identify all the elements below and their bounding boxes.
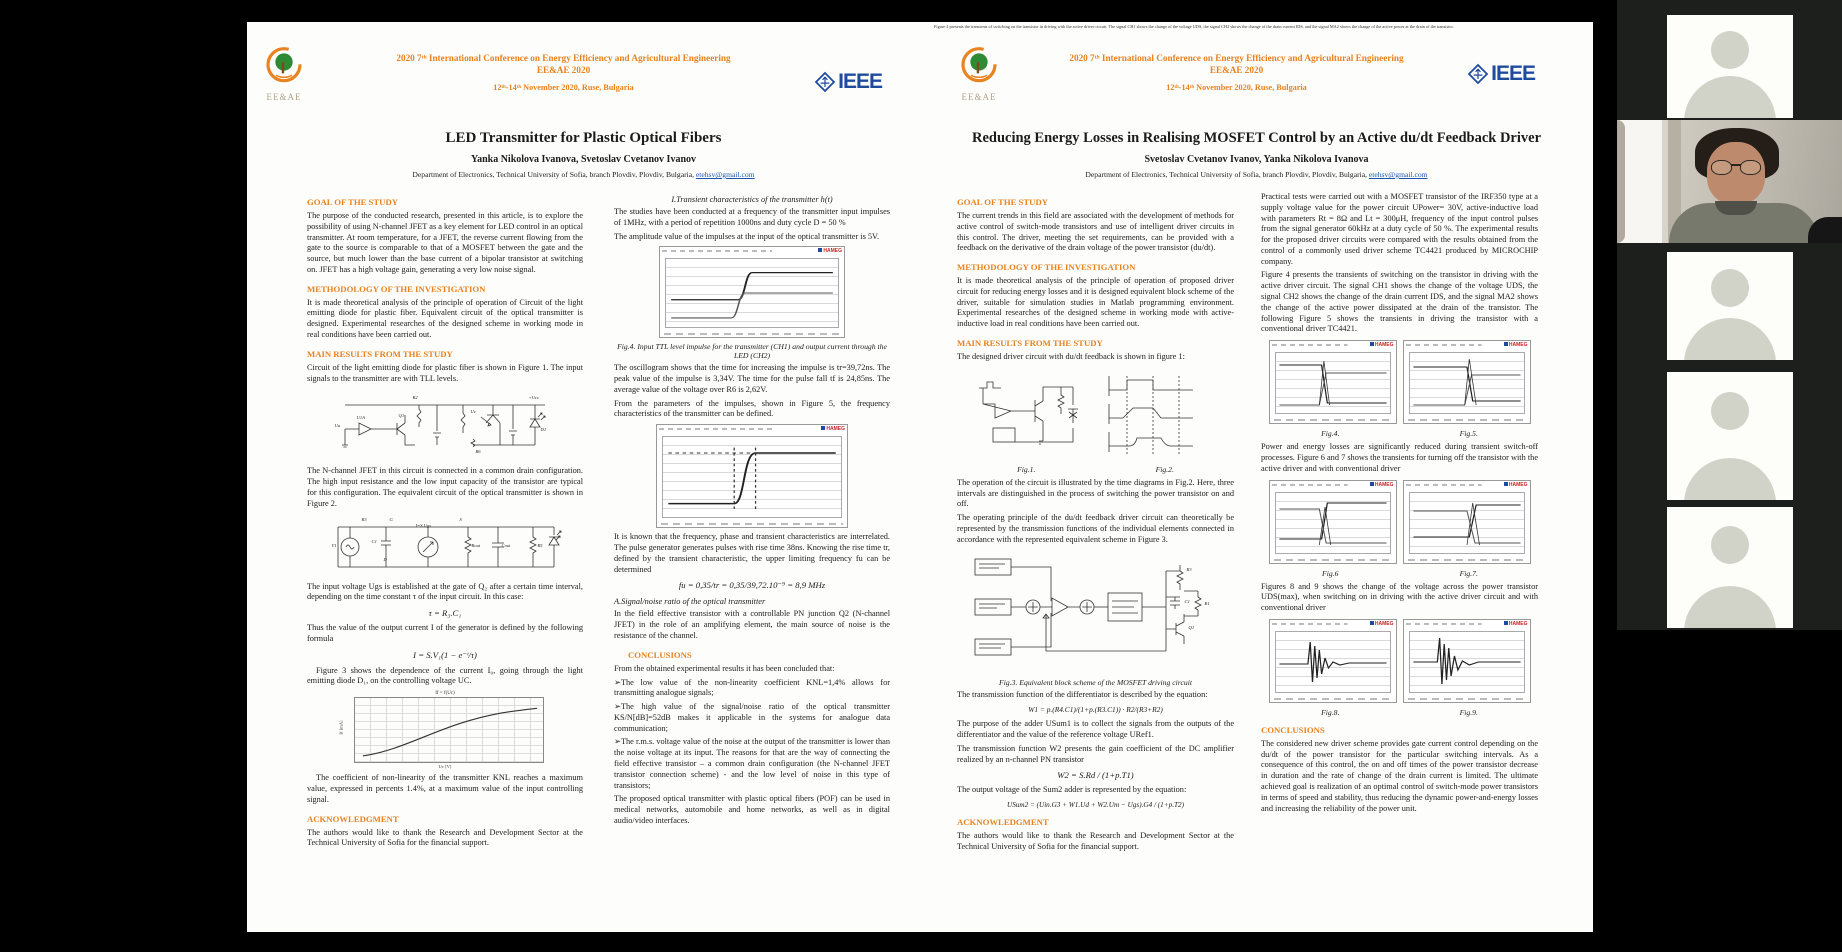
oscillogram-fig4 bbox=[659, 246, 845, 338]
paragraph: The oscillogram shows that the time for increasing the impulse is tr=39,72ns. The peak value of the impulse is 3,34V. The time for the pulse fall tf is 24,85ns. The average value of the voltage over R6 is 2,62V. bbox=[614, 363, 890, 394]
oscilloscope-screen bbox=[1409, 631, 1525, 693]
conference-title: 2020 7ᵗʰ International Conference on Energy Efficiency and Agricultural Engineering bbox=[396, 53, 731, 63]
section-heading-acknowledgment: ACKNOWLEDGMENT bbox=[957, 817, 1049, 828]
paragraph: The input voltage Ugs is established at the gate of Q₂ after a certain time interval, depending on the time constant τ of the input circuit. In this case: bbox=[307, 581, 583, 602]
oscilloscope-screen bbox=[1409, 492, 1525, 554]
paragraph: The proposed optical transmitter with plastic optical fibers (POF) can be used in medical networks, automobile and home networks, as well as in digital audio/video interfaces. bbox=[614, 794, 890, 825]
ieee-logo bbox=[1467, 62, 1535, 86]
hameg-logo: HAMEG bbox=[1370, 621, 1394, 627]
paragraph: In the field effective transistor with a controllable PN junction Q2 (N-channel JFET) in the role of an amplifying element, the main source of noise is the resistance of the channel. bbox=[614, 609, 890, 640]
formula-w2: W2 = S.Rd / (1+p.T1) bbox=[1057, 770, 1134, 781]
hameg-logo: HAMEG bbox=[1504, 342, 1528, 348]
circuit-diagram-icon bbox=[333, 389, 558, 461]
conference-date: 12ᵗʰ-14ᵗʰ November 2020, Ruse, Bulgaria bbox=[493, 82, 634, 92]
paragraph: The transmission function W2 presents the gain coefficient of the DC amplifier realized by an n-channel PN transistor bbox=[957, 743, 1234, 764]
oscilloscope-screen bbox=[1275, 631, 1391, 693]
hameg-logo: HAMEG bbox=[818, 248, 842, 254]
participant-tile[interactable] bbox=[1667, 372, 1793, 500]
oscilloscope-status bbox=[1274, 417, 1392, 422]
section-heading-goal: GOAL OF THE STUDY bbox=[957, 197, 1048, 207]
figure-caption: Fig.4. bbox=[1321, 429, 1340, 439]
email-link[interactable]: etehsv@gmail.com bbox=[1368, 170, 1428, 179]
oscilloscope-status bbox=[1274, 696, 1392, 701]
section-heading-goal: GOAL OF THE STUDY bbox=[307, 197, 398, 207]
figure-captions bbox=[957, 465, 1234, 474]
ieee-diamond-icon bbox=[1467, 63, 1489, 85]
person-avatar-icon bbox=[1711, 392, 1749, 430]
graph-plot-area bbox=[354, 697, 544, 763]
figure1-2-row bbox=[957, 368, 1234, 460]
participant-filmstrip bbox=[1617, 0, 1842, 630]
email-link[interactable]: etehsv@gmail.com bbox=[695, 170, 755, 179]
person-avatar-icon bbox=[1684, 458, 1776, 500]
figure3-graph bbox=[340, 691, 550, 769]
person-avatar-icon bbox=[1684, 318, 1776, 360]
figure-caption: Fig.7. bbox=[1459, 568, 1478, 578]
oscilloscope-header bbox=[1404, 620, 1530, 629]
affiliation-text: Department of Electronics, Technical University of Sofia, branch Plovdiv, Plovdiv, Bulgaria, bbox=[1085, 170, 1367, 179]
paragraph: The purpose of the conducted research, presented in this article, is to explore the possibility of using N-channel JFET as a key element for LED control in an optical transmitter. At room temperature, for a JFET, the reverse current flowing from the gate to the source is comparable to that of a MOSFET between the gate and the source, but much lower than the base current of a bipolar transistor at switching on. JFET has a high voltage gain, generating a very low noise signal. bbox=[307, 211, 583, 274]
paragraph: The output voltage of the Sum2 adder is represented by the equation: bbox=[957, 785, 1187, 795]
participant-tile[interactable] bbox=[1667, 252, 1793, 360]
hameg-logo: HAMEG bbox=[1504, 621, 1528, 627]
paragraph: The operating principle of the du/dt feedback driver circuit can theoretically be represented by the transmission functions of the individual elements connected in accordance with the represented equivalent scheme in Figure 3. bbox=[957, 513, 1234, 544]
paragraph: It is made theoretical analysis of the principle of operation of proposed driver circuit for reducing energy losses and it is designed equivalent block scheme of the driver, suitable for simulation studies in Matlab programming environment. Experimental researches of the designed scheme in working mode with active-inductive load in real conditions have been carried out. bbox=[957, 276, 1234, 329]
conference-header bbox=[1000, 52, 1473, 92]
figure-caption: Fig.3. Equivalent block scheme of the MOSFET driving circuit bbox=[999, 677, 1192, 687]
window-background bbox=[1617, 120, 1681, 243]
circuit-label: Q1 bbox=[398, 413, 405, 419]
affiliation-text: Department of Electronics, Technical University of Sofia, branch Plovdiv, Plovdiv, Bulgaria, bbox=[412, 170, 694, 179]
conference-date: 12ᵗʰ-14ᵗʰ November 2020, Ruse, Bulgaria bbox=[1166, 82, 1307, 92]
circuit-label: S bbox=[459, 516, 462, 522]
paper-right bbox=[920, 22, 1593, 932]
paragraph: From the parameters of the impulses, shown in Figure 5, the frequency characteristics of the transmitter can be defined. bbox=[614, 398, 890, 419]
oscilloscope-header bbox=[1270, 341, 1396, 350]
participant-video[interactable] bbox=[1617, 120, 1842, 243]
dark-corner-shape bbox=[1808, 217, 1842, 243]
shared-document bbox=[247, 22, 1593, 932]
block-label: Q1 bbox=[1188, 624, 1195, 630]
circuit-label: Rout bbox=[471, 542, 481, 548]
figure-captions bbox=[1261, 429, 1538, 438]
oscillogram-fig5 bbox=[1403, 340, 1531, 424]
section-heading-methodology: METHODOLOGY OF THE INVESTIGATION bbox=[307, 283, 486, 294]
figure-caption: Fig.2. bbox=[1155, 464, 1174, 474]
curtain bbox=[1617, 120, 1625, 243]
paper-title: LED Transmitter for Plastic Optical Fibers bbox=[445, 130, 722, 146]
paper-authors: Svetoslav Cvetanov Ivanov, Yanka Nikolova Ivanova bbox=[1144, 154, 1369, 165]
paragraph: The operation of the circuit is illustrated by the time diagrams in Fig.2. Here, three intervals are distinguished in the process of switching the power transistor on and off. bbox=[957, 477, 1234, 509]
figure2-circuit bbox=[328, 515, 563, 577]
paragraph: The designed driver circuit with du/dt feedback is shown in figure 1: bbox=[957, 352, 1185, 362]
paper-affiliation bbox=[920, 170, 1593, 179]
oscilloscope-status bbox=[1408, 557, 1526, 562]
paragraph: The N-channel JFET in this circuit is connected in a common drain configuration. The high input resistance and the low input capacity of the transistor are typical for this configuration. The equivalent circuit of the optical transmitter is shown in Figure 2. bbox=[307, 466, 583, 508]
paragraph: The purpose of the adder USum1 is to collect the signals from the outputs of the differentiator and the value of the reference voltage URef1. bbox=[957, 719, 1234, 740]
oscilloscope-status bbox=[1274, 557, 1392, 562]
section-heading-methodology: METHODOLOGY OF THE INVESTIGATION bbox=[957, 262, 1136, 273]
bullet-item: ➢The high value of the signal/noise ratio of the optical transmitter KS/N[dB]=52dB makes it applicable in the systems for analogue data communication; bbox=[614, 702, 890, 733]
figure-captions bbox=[1261, 708, 1538, 717]
circuit-label: +Ucc bbox=[528, 395, 539, 401]
figure1-circuit bbox=[333, 389, 558, 461]
paper-right-columns bbox=[920, 189, 1593, 856]
section-heading-conclusions: CONCLUSIONS bbox=[1261, 724, 1325, 735]
paragraph: The transmission function of the differentiator is described by the equation: bbox=[957, 689, 1208, 699]
circuit-label: C1 bbox=[371, 538, 377, 544]
subsection-heading: A.Signal/noise ratio of the optical transmitter bbox=[614, 597, 766, 607]
paragraph: The authors would like to thank the Research and Development Sector at the Technical University of Sofia for the financial support. bbox=[957, 831, 1234, 851]
paper-authors: Yanka Nikolova Ivanova, Svetoslav Cvetanov Ivanov bbox=[470, 154, 697, 165]
oscilloscope-screen bbox=[1275, 492, 1391, 554]
ieee-logo bbox=[814, 70, 882, 94]
paper-left-col2 bbox=[614, 189, 890, 852]
figure-caption: Fig.1. bbox=[1017, 464, 1036, 474]
oscilloscope-header bbox=[1270, 620, 1396, 629]
formula-tau: τ = R₃.C₁ bbox=[428, 608, 462, 619]
oscilloscope-screen bbox=[1409, 352, 1525, 414]
participant-tile[interactable] bbox=[1667, 507, 1793, 628]
eeae-logo-label: EE&AE bbox=[266, 92, 302, 102]
overflow-caption-line: Figure 4 presents the transients of switching on the transistor in driving with the active driver circuit. The signal CH1 shows the change of the voltage UDS, the signal CH2 shows the change of the drain current IDS, and the signal MA2 shows the change of the active power at the drain of the transistor. bbox=[934, 24, 1454, 29]
oscillogram-fig8 bbox=[1269, 619, 1397, 703]
oscillogram-fig7 bbox=[1403, 480, 1531, 564]
hameg-logo: HAMEG bbox=[1370, 482, 1394, 488]
person-avatar-icon bbox=[1711, 31, 1749, 69]
graph-title: If = f(Uc) bbox=[435, 691, 455, 697]
block-label: R3 bbox=[1186, 566, 1192, 572]
oscilloscope-header bbox=[657, 425, 847, 434]
paragraph: Figures 8 and 9 shows the change of the voltage across the power transistor UDS(max), when switching on in driving with the active driver circuit and with conventional driver bbox=[1261, 581, 1538, 613]
hameg-logo: HAMEG bbox=[1370, 342, 1394, 348]
figure-captions bbox=[1261, 569, 1538, 578]
paragraph: Figure 4 presents the transients of switching on the transistor in driving with the active driver circuit. The signal CH1 shows the change of the voltage UDS, the signal CH2 shows the change of the drain current IDS, and the signal MA2 shows the change of the active power dissipated at the drain of the transistor. The following Figure 5 shows the transients in driving the transistor with a conventional driver TC4421. bbox=[1261, 270, 1538, 334]
hameg-logo: HAMEG bbox=[1504, 482, 1528, 488]
conference-header bbox=[327, 52, 800, 92]
circuit-label: Uc bbox=[470, 409, 476, 415]
conference-acronym: EE&AE 2020 bbox=[536, 65, 591, 76]
circuit-label: V1 bbox=[331, 542, 337, 548]
circuit-label: Cout bbox=[501, 542, 511, 548]
person-avatar-icon bbox=[1711, 269, 1749, 307]
figure-caption: Fig.5. bbox=[1459, 429, 1478, 439]
bullet-item: ➢The low value of the non-linearity coefficient KNL=1,4% allows for transmitting analogue signals; bbox=[614, 677, 890, 698]
section-heading-conclusions: CONCLUSIONS bbox=[628, 649, 692, 660]
formula-usum2: USum2 = (Uin.G3 + W1.Ud + W2.Um − Ugs).G4 / (1+p.T2) bbox=[1007, 801, 1184, 810]
circuit-diagram-icon bbox=[328, 515, 563, 577]
figure-caption: Fig.6 bbox=[1322, 568, 1339, 578]
glasses-bridge bbox=[1731, 164, 1741, 166]
oscillogram-fig5 bbox=[656, 424, 848, 528]
oscillogram-fig4 bbox=[1269, 340, 1397, 424]
eeae-logo bbox=[253, 46, 315, 102]
oscilloscope-header bbox=[1404, 481, 1530, 490]
hameg-logo: HAMEG bbox=[821, 426, 845, 432]
section-heading-results: MAIN RESULTS FROM THE STUDY bbox=[957, 338, 1103, 349]
person-avatar-icon bbox=[1684, 586, 1776, 628]
paragraph: From the obtained experimental results it has been concluded that: bbox=[614, 663, 835, 673]
paper-left-col1 bbox=[307, 189, 583, 852]
paper-left bbox=[247, 22, 920, 932]
paragraph: Figure 3 shows the dependence of the current I₀, going through the light emitting diode D₁, on the controlling voltage UC. bbox=[307, 665, 583, 686]
oscilloscope-screen bbox=[665, 258, 839, 328]
oscilloscope-status bbox=[664, 331, 840, 336]
oscilloscope-header bbox=[1404, 341, 1530, 350]
oscilloscope-header bbox=[1270, 481, 1396, 490]
oscillogram-fig9 bbox=[1403, 619, 1531, 703]
block-diagram-icon bbox=[971, 551, 1221, 673]
oscilloscope-header bbox=[660, 247, 844, 256]
subsection-heading: I.Transient characteristics of the transmitter h(t) bbox=[671, 195, 833, 204]
circuit-label: R5 bbox=[537, 542, 543, 548]
paper-left-header bbox=[247, 22, 920, 118]
person-avatar-icon bbox=[1711, 526, 1749, 564]
paragraph: The current trends in this field are associated with the development of methods for active control of switch-mode transistors and use of intelligent driver circuits in this control. The driver, meeting the set requirements, can be provided with a feedback on the derivative of the drain voltage of the power transistor (du/dt). bbox=[957, 211, 1234, 253]
paper-affiliation bbox=[247, 170, 920, 179]
paragraph: It is made theoretical analysis of the principle of operation of Circuit of the light emitting diode for plastic fiber. Equivalent circuit of the optical transmitter is designed. Experimental researches of the designed scheme in working mode in real conditions have been carried out. bbox=[307, 297, 583, 340]
paragraph: It is known that the frequency, phase and transient characteristics are interrelated. The pulse generator generates pulses with rise time 38ns. Knowing the rise time tr, defined by the transient characteristic, the upper limiting frequency fu can be determined bbox=[614, 532, 890, 574]
conference-title: 2020 7ᵗʰ International Conference on Energy Efficiency and Agricultural Engineering bbox=[1069, 53, 1404, 63]
formula-current: I = S.V₁(1 − e⁻ᵗ/τ) bbox=[413, 649, 477, 660]
paper-title: Reducing Energy Losses in Realising MOSFET Control by an Active du/dt Feedback Driver bbox=[971, 130, 1542, 146]
circuit-label: G bbox=[389, 516, 393, 522]
paper-right-col2 bbox=[1261, 189, 1538, 856]
glasses-icon bbox=[1711, 160, 1761, 174]
bullet-item: ➢The r.m.s. voltage value of the noise at the output of the transmitter is lower than the noise voltage at its input. The reasons for that are the way of connecting the field effective transistor – a common drain configuration (the N-channel JFET transistor connection scheme) - and the low level of noise in this type of transistors; bbox=[614, 737, 890, 790]
eeae-logo-label: EE&AE bbox=[961, 92, 997, 102]
figure3-block-diagram bbox=[971, 551, 1221, 673]
formula-w1: W1 = p.(R4.C1)/(1+p.(R3.C1)) · R2/(R3+R2) bbox=[1028, 705, 1163, 715]
circuit-label: Ua bbox=[334, 423, 341, 429]
oscillogram-fig6 bbox=[1269, 480, 1397, 564]
circuit-label: I=S.Ugs bbox=[415, 522, 431, 528]
circuit-label: U1A bbox=[356, 415, 365, 421]
figure6-7-row bbox=[1261, 480, 1538, 564]
graph-x-label: Uc [V] bbox=[438, 764, 452, 770]
paper-right-header bbox=[920, 22, 1593, 118]
figure8-9-row bbox=[1261, 619, 1538, 703]
eeae-tree-icon bbox=[264, 46, 304, 86]
paragraph: The authors would like to thank the Research and Development Sector at the Technical University of Sofia for the financial support. bbox=[307, 827, 583, 848]
oscilloscope-status bbox=[1408, 696, 1526, 701]
paragraph: The studies have been conducted at a frequency of the transmitter input impulses of 1MHz, with a period of repetition 1000ns and duty cycle D = 50 % bbox=[614, 207, 890, 227]
participant-tile[interactable] bbox=[1667, 15, 1793, 118]
circuit-label: D bbox=[383, 556, 387, 562]
paper-left-columns bbox=[247, 189, 920, 852]
figure1-driver-circuit-icon bbox=[973, 368, 1093, 460]
section-heading-results: MAIN RESULTS FROM THE STUDY bbox=[307, 348, 453, 359]
section-heading-acknowledgment: ACKNOWLEDGMENT bbox=[307, 813, 399, 824]
paragraph: The considered new driver scheme provides gate current control depending on the du/dt of the power transistor for the particular switching intervals. As a consequence of this control, the on and off times of the power transistor decrease in duration and the rate of change of the drain current is limited. The ultimate achieved goal is realization of an optimal control of switch-mode power transistors in terms of speed and stability, thus reducing the dynamic power-and-energy losses and increasing the reliability of the power unit. bbox=[1261, 738, 1538, 813]
circuit-label: D1 bbox=[540, 427, 547, 433]
circuit-label: R2 bbox=[412, 395, 418, 401]
paragraph: Practical tests were carried out with a MOSFET transistor of the IRF350 type at a supply voltage value for the power circuit UPower= 30V, active-inductive load with parameters Rt = 8Ω and Lt = 300μH, frequency of the input control pulses from the signal generator 60kHz at a duty cycle of 50 %. The experimental results for the proposed driver circuits were compared with the results obtained from the control of a commonly used driver scheme TC4421 produced by MICROCHIP company. bbox=[1261, 192, 1538, 266]
eeae-tree-icon bbox=[959, 46, 999, 86]
formula-frequency: fu = 0,35/tr = 0,35/39,72.10⁻⁹ = 8,9 MHz bbox=[678, 580, 826, 591]
oscilloscope-status bbox=[661, 521, 843, 526]
block-label: C1 bbox=[1184, 598, 1190, 604]
block-label: R1 bbox=[1204, 600, 1210, 606]
ieee-logo-text: IEEE bbox=[838, 70, 882, 93]
figure-caption: Fig.8. bbox=[1321, 707, 1340, 717]
person-avatar-icon bbox=[1684, 76, 1776, 118]
oscilloscope-screen bbox=[1275, 352, 1391, 414]
paragraph: Power and energy losses are significantly reduced during transient switch-off processes. Figure 6 and 7 shows the transients for turning off the transistor with the active driver and with conventional driver bbox=[1261, 442, 1538, 473]
oscilloscope-status bbox=[1408, 417, 1526, 422]
ieee-diamond-icon bbox=[814, 71, 836, 93]
paragraph: Thus the value of the output current I of the generator is defined by the following formula bbox=[307, 623, 583, 643]
paragraph: Circuit of the light emitting diode for plastic fiber is shown in Figure 1. The input signals to the transmitter are with TLL levels. bbox=[307, 362, 583, 383]
graph-curve-icon bbox=[355, 698, 543, 762]
circuit-label: R6 bbox=[475, 449, 481, 455]
conference-acronym: EE&AE 2020 bbox=[1209, 65, 1264, 76]
ieee-logo-text: IEEE bbox=[1491, 62, 1535, 85]
paragraph: The coefficient of non-linearity of the transmitter KNL reaches a maximum value, expressed in percents 1.4%, at a maximum value of the input controlling signal. bbox=[307, 773, 583, 804]
circuit-label: R3 bbox=[361, 516, 367, 522]
figure4-5-row bbox=[1261, 340, 1538, 424]
paper-right-col1 bbox=[957, 189, 1234, 856]
figure-caption: Fig.9. bbox=[1459, 707, 1478, 717]
figure2-time-diagram-icon bbox=[1099, 368, 1219, 460]
oscilloscope-screen bbox=[662, 436, 842, 518]
paragraph: The amplitude value of the impulses at the input of the optical transmitter is 5V. bbox=[614, 231, 880, 241]
graph-y-label: If [mA] bbox=[338, 720, 344, 735]
figure-caption: Fig.4. Input TTL level impulse for the transmitter (CH1) and output current through the LED (CH2) bbox=[617, 342, 887, 361]
